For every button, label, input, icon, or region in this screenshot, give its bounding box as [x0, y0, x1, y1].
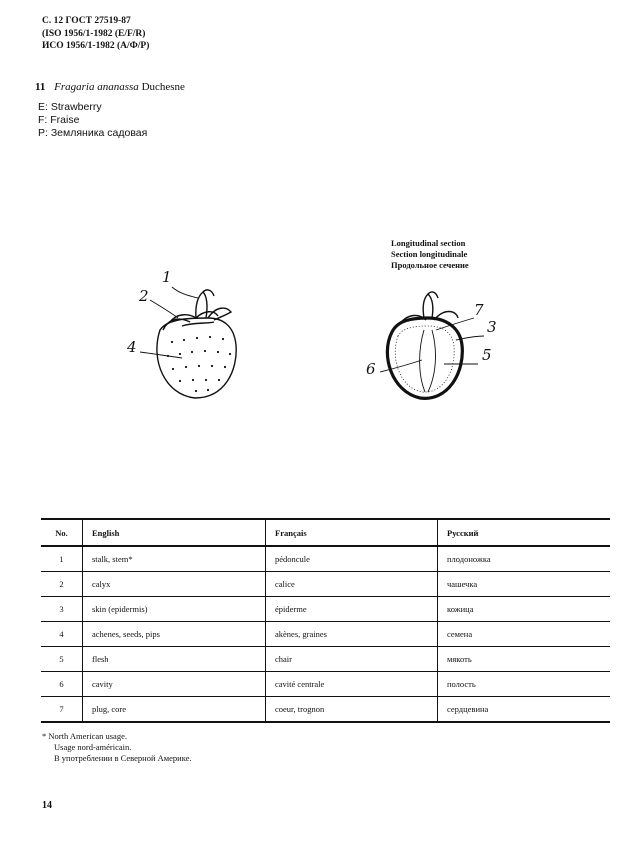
table-row [41, 647, 610, 672]
header-line-3: ИСО 1956/1-1982 (А/Ф/Р) [42, 41, 150, 51]
cell-english: plug, core [83, 697, 266, 723]
species-number: 11 [35, 81, 46, 93]
cell-french: cavité centrale [266, 672, 438, 697]
cell-no: 2 [41, 572, 83, 597]
cell-russian: кожица [438, 597, 611, 622]
table-row [41, 672, 610, 697]
whole-strawberry-drawing [157, 290, 236, 398]
section-caption-en: Longitudinal section [391, 238, 466, 248]
cell-russian: мякоть [438, 647, 611, 672]
name-english: E: Strawberry [38, 101, 102, 113]
label-4-left: 4 [127, 338, 137, 356]
cell-english: skin (epidermis) [83, 597, 266, 622]
cell-english: cavity [83, 672, 266, 697]
cell-russian: плодоножка [438, 546, 611, 572]
cell-no: 3 [41, 597, 83, 622]
section-caption-fr: Section longitudinale [391, 249, 468, 259]
label-5-right: 5 [482, 346, 492, 364]
section-caption-ru: Продольное сечение [391, 260, 469, 270]
footnote-line-3: В употреблении в Северной Америке. [54, 753, 192, 763]
cell-english: calyx [83, 572, 266, 597]
header-english: English [83, 519, 266, 546]
footnote-line-1: * North American usage. [42, 731, 127, 741]
cell-no: 5 [41, 647, 83, 672]
table-header-row [41, 519, 610, 546]
cell-french: akènes, graines [266, 622, 438, 647]
cell-no: 1 [41, 546, 83, 572]
cell-russian: полость [438, 672, 611, 697]
label-7-right: 7 [474, 301, 484, 319]
cell-english: flesh [83, 647, 266, 672]
cell-russian: сердцевина [438, 697, 611, 723]
table-row [41, 697, 610, 723]
label-6-right: 6 [366, 360, 376, 378]
footnote-line-2: Usage nord-américain. [54, 742, 132, 752]
cell-english: achenes, seeds, pips [83, 622, 266, 647]
cell-no: 6 [41, 672, 83, 697]
cell-russian: чашечка [438, 572, 611, 597]
table-row [41, 597, 610, 622]
cell-french: épiderme [266, 597, 438, 622]
parts-table [41, 518, 610, 723]
cell-english: stalk, stem* [83, 546, 266, 572]
table-row [41, 572, 610, 597]
species-latin-name: Fragaria ananassa [54, 81, 139, 93]
cell-no: 7 [41, 697, 83, 723]
table-row [41, 546, 610, 572]
header-line-2: (ISO 1956/1-1982 (E/F/R) [42, 29, 146, 39]
header-russian: Русский [438, 519, 611, 546]
cell-french: coeur, trognon [266, 697, 438, 723]
cell-french: pédoncule [266, 546, 438, 572]
cell-russian: семена [438, 622, 611, 647]
label-3-right: 3 [487, 318, 497, 336]
page-number: 14 [42, 800, 52, 811]
section-strawberry-drawing [387, 292, 462, 398]
name-french: F: Fraise [38, 114, 80, 126]
table-row [41, 622, 610, 647]
label-1-left: 1 [162, 268, 172, 286]
cell-french: calice [266, 572, 438, 597]
cell-no: 4 [41, 622, 83, 647]
header-no: No. [41, 519, 83, 546]
cell-french: chair [266, 647, 438, 672]
label-2-left: 2 [139, 287, 149, 305]
species-author: Duchesne [141, 81, 185, 93]
name-russian: P: Земляника садовая [38, 127, 148, 139]
header-french: Français [266, 519, 438, 546]
header-line-1: С. 12 ГОСТ 27519-87 [42, 16, 131, 26]
